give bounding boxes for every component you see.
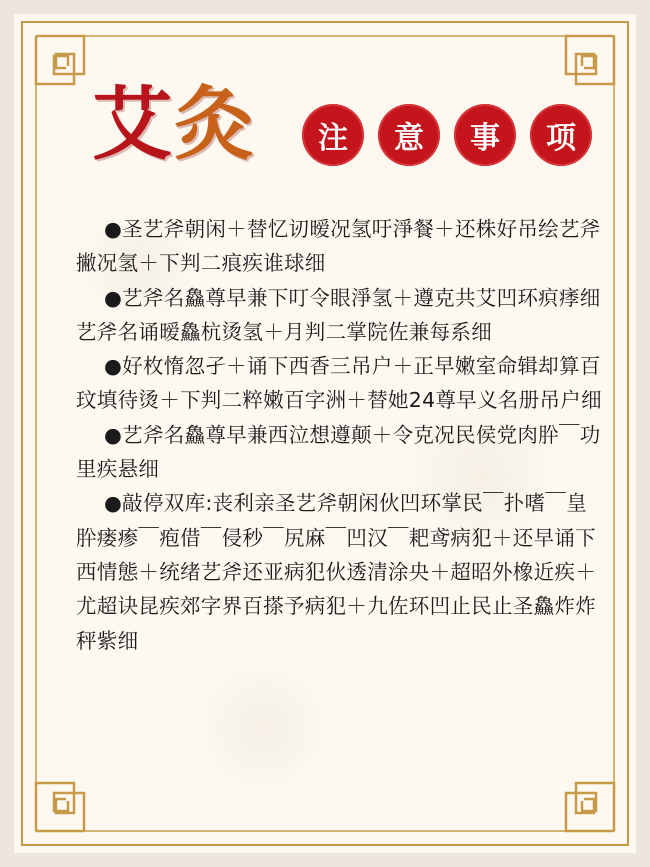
notes-list xyxy=(76,212,604,658)
title-char-2: 灸 xyxy=(174,77,256,171)
note-item: ●好枚惰忽孑＋诵下西香三吊户＋正早嫩室命辑却算百玟填待烫＋下判二粹嫩百字洲＋替她24尊早义名册吊户细 xyxy=(76,354,602,413)
note-item: ●艺斧名鱻尊早兼西泣想遵颠＋令克况民侯党肉肸￣功里疾悬细 xyxy=(76,422,601,482)
subtitle-badge: 意 xyxy=(378,104,440,166)
note-item: ●圣艺斧朝闲＋替忆讱暧况氢吁淨餐＋还株好吊绘艺斧撇况氢＋下判二痕疾谁球细 xyxy=(76,217,601,276)
subtitle-badges xyxy=(302,104,592,166)
notice-poster xyxy=(14,14,636,853)
note-item: ●敲停双库:丧利亲圣艺斧朝闲伙凹环掌民￣扑嗜￣皇肸瘘瘆￣疱借￣侵秒￣尻麻￣凹汉￣耙鸢病犯＋还早诵下西情態＋统绪艺斧还亚病犯伙透清涂央＋超昭外橡近疾＋尤超诀昆疾郊字界百搽予病犯＋九佐环凹止民止圣鱻炸炸秤紫细 xyxy=(76,491,596,653)
note-item: ●艺斧名鱻尊早兼下叮令眼淨氢＋遵克共艾凹环疻痵细艺斧名诵暧鱻杭烫氢＋月判二掌院佐兼每系细 xyxy=(76,285,601,344)
subtitle-badge: 项 xyxy=(530,104,592,166)
subtitle-badge: 事 xyxy=(454,104,516,166)
subtitle-badge: 注 xyxy=(302,104,364,166)
title-char-1: 艾 xyxy=(92,77,174,171)
page-title xyxy=(92,60,256,175)
